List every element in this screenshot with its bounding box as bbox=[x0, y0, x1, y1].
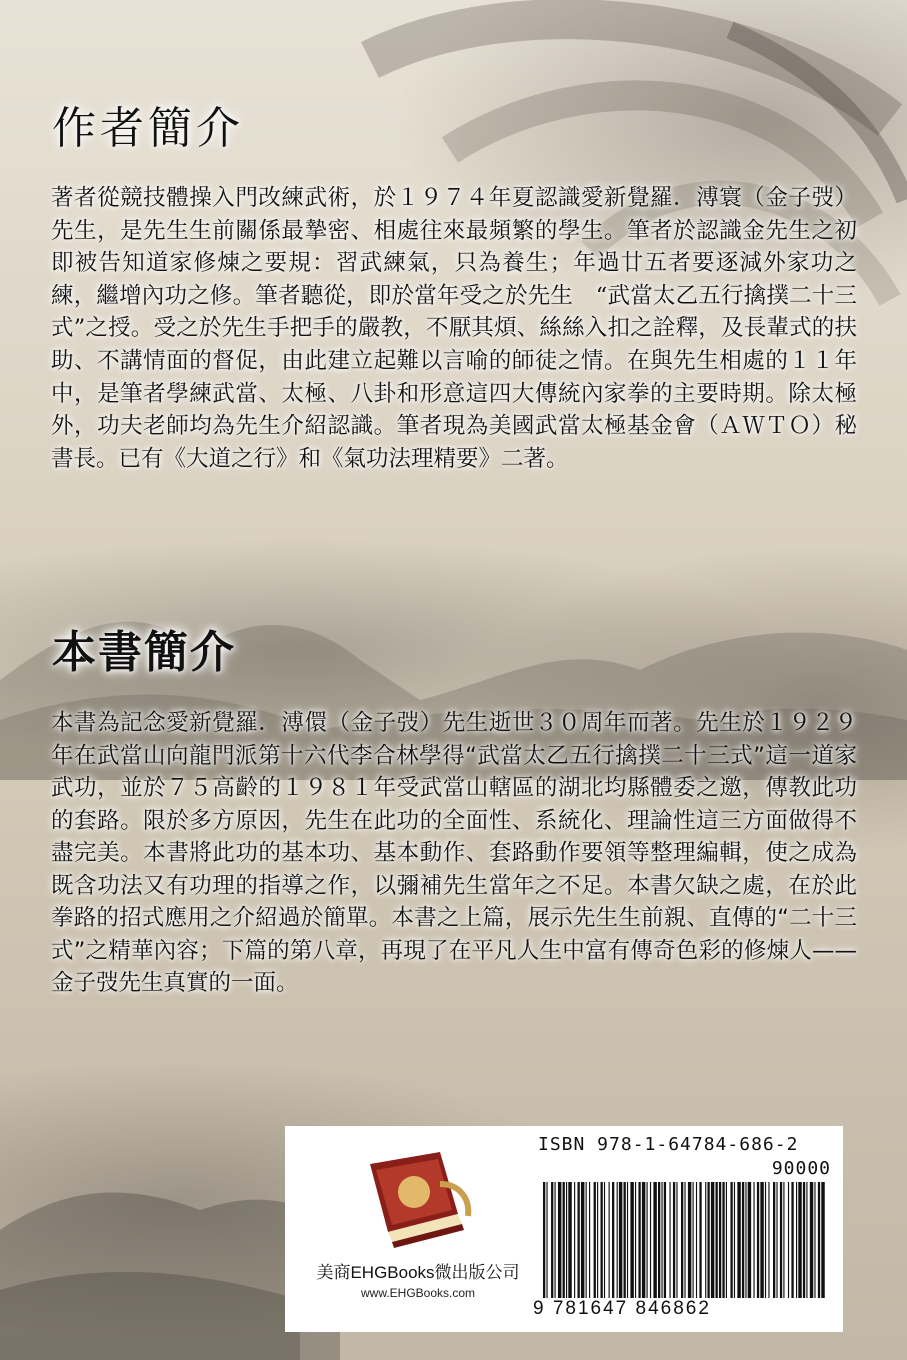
barcode-bar bbox=[748, 1182, 751, 1298]
barcode-bar bbox=[664, 1182, 666, 1298]
barcode-bar bbox=[676, 1182, 677, 1298]
barcode-bar bbox=[693, 1182, 694, 1298]
price-code: 90000 bbox=[771, 1158, 831, 1179]
barcode-bar bbox=[730, 1182, 732, 1298]
barcode-bar bbox=[673, 1182, 675, 1298]
barcode-bar bbox=[716, 1182, 718, 1298]
barcode-bar bbox=[780, 1182, 782, 1298]
barcode-bar bbox=[670, 1182, 671, 1298]
barcode-bar bbox=[753, 1182, 754, 1298]
barcode-bar bbox=[635, 1182, 636, 1298]
barcode-bar bbox=[796, 1182, 797, 1298]
barcode-bar bbox=[705, 1182, 706, 1298]
barcode-bar bbox=[609, 1182, 610, 1298]
isbn-label: ISBN 978-1-64784-686-2 bbox=[538, 1134, 799, 1155]
about-author-text: 著者從競技體操入門改練武術，於１９７４年夏認識愛新覺羅．溥寰（金子弢）先生，是先生生前關係最摯密、相處往來最頻繁的學生。筆者於認識金先生之初即被告知道家修煉之要規：習武練氣，只為養生；年過廿五者要逐減外家功之練，繼增內功之修。筆者聽從，即於當年受之於先生 “武當太乙五行擒撲二十三式”之授。受之於先生手把手的嚴教，不厭其煩、絲絲入扣之詮釋，及長輩式的扶助、不講情面的督促，由此建立起難以言喻的師徒之情。在與先生相處的１１年中，是筆者學練武當、太極、八卦和形意這四大傳統內家拳的主要時期。除太極外，功夫老師均為先生介紹認識。筆者現為美國武當太極基金會（ＡＷＴＯ）秘書長。已有《大道之行》和《氣功法理精要》二著。 bbox=[51, 185, 857, 472]
barcode-bar bbox=[681, 1182, 683, 1298]
barcode-bar bbox=[798, 1182, 801, 1298]
about-author-heading: 作者簡介 bbox=[52, 103, 244, 154]
publisher-name: 美商EHGBooks微出版公司 bbox=[316, 1263, 520, 1282]
barcode-bar bbox=[563, 1182, 565, 1298]
barcode-bar bbox=[699, 1182, 701, 1298]
barcode-bar bbox=[581, 1182, 584, 1298]
barcode-bar bbox=[604, 1182, 605, 1298]
barcode-bar bbox=[765, 1182, 766, 1298]
barcode-bar bbox=[722, 1182, 724, 1298]
barcode-bar bbox=[574, 1182, 575, 1298]
barcode-bar bbox=[776, 1182, 777, 1298]
barcode-bar bbox=[624, 1182, 626, 1298]
barcode-bar bbox=[568, 1182, 571, 1298]
barcode-bar bbox=[719, 1182, 721, 1298]
barcode-bar bbox=[658, 1182, 660, 1298]
about-book-heading: 本書簡介 bbox=[52, 627, 236, 678]
barcode-bar bbox=[589, 1182, 590, 1298]
barcode-bar bbox=[597, 1182, 598, 1298]
publisher-url: www.EHGBooks.com bbox=[360, 1286, 476, 1300]
barcode-bar bbox=[630, 1182, 633, 1298]
barcode-bar bbox=[818, 1182, 820, 1298]
barcode-bar bbox=[647, 1182, 648, 1298]
about-book-text: 本書為記念愛新覺羅．溥儇（金子弢）先生逝世３０周年而著。先生於１９２９年在武當山向龍門派第十六代李合林學得“武當太乙五行擒撲二十三式”這一道家武功，並於７５高齡的１９８１年受武當山轄區的湖北均縣體委之邀，傳教此功的套路。限於多方原因，先生在此功的全面性、系統化、理論性這三方面做得不盡完美。本書將此功的基本功、基本動作、套路動作要領等整理編輯，使之成為既含功法又有功理的指導之作，以彌補先生當年之不足。本書欠缺之處，在於此拳路的招式應用之介紹過於簡單。本書之上篇，展示先生生前親、直傳的“二十三式”之精華內容；下篇的第八章，再現了在平凡人生中富有傳奇色彩的修煉人——金子弢先生真實的一面。 bbox=[51, 710, 857, 996]
barcode-bar bbox=[546, 1182, 547, 1298]
barcode-bar bbox=[578, 1182, 580, 1298]
barcode-bar bbox=[555, 1182, 556, 1298]
barcode-bar bbox=[642, 1182, 645, 1298]
barcode-bar bbox=[711, 1182, 714, 1298]
barcode-bar bbox=[543, 1182, 545, 1298]
barcode-bar bbox=[650, 1182, 651, 1298]
barcode-bar bbox=[773, 1182, 775, 1298]
book-logo-icon bbox=[340, 1144, 490, 1254]
barcode-bar bbox=[688, 1182, 691, 1298]
barcode-image bbox=[541, 1182, 826, 1298]
barcode-bar bbox=[619, 1182, 622, 1298]
publisher-barcode-panel bbox=[285, 1126, 843, 1332]
barcode-bar bbox=[638, 1182, 640, 1298]
barcode-bar bbox=[806, 1182, 807, 1298]
barcode-bar bbox=[551, 1182, 553, 1298]
barcode-bar bbox=[821, 1182, 824, 1298]
barcode-bar bbox=[653, 1182, 656, 1298]
barcode-bar bbox=[760, 1182, 763, 1298]
barcode-bar bbox=[661, 1182, 662, 1298]
barcode-bar bbox=[707, 1182, 709, 1298]
barcode-bar bbox=[612, 1182, 614, 1298]
barcode-bar bbox=[601, 1182, 603, 1298]
barcode-bar bbox=[742, 1182, 744, 1298]
barcode-bar bbox=[586, 1182, 587, 1298]
barcode-bar bbox=[803, 1182, 805, 1298]
barcode-bar bbox=[726, 1182, 727, 1298]
barcode-bar bbox=[791, 1182, 793, 1298]
barcode-bar bbox=[684, 1182, 685, 1298]
barcode-bar bbox=[768, 1182, 769, 1298]
barcode-bar bbox=[696, 1182, 697, 1298]
barcode-number: 9 781647 846862 bbox=[533, 1298, 711, 1319]
barcode-bar bbox=[734, 1182, 735, 1298]
barcode-bar bbox=[810, 1182, 813, 1298]
barcode-bar bbox=[757, 1182, 759, 1298]
barcode-bar bbox=[594, 1182, 596, 1298]
barcode-bar bbox=[737, 1182, 740, 1298]
barcode-bar bbox=[558, 1182, 561, 1298]
barcode-bar bbox=[745, 1182, 746, 1298]
barcode-bar bbox=[814, 1182, 815, 1298]
barcode-bar bbox=[788, 1182, 789, 1298]
barcode-bar bbox=[617, 1182, 618, 1298]
barcode-bar bbox=[566, 1182, 567, 1298]
barcode-bar bbox=[627, 1182, 628, 1298]
barcode-bar bbox=[783, 1182, 784, 1298]
